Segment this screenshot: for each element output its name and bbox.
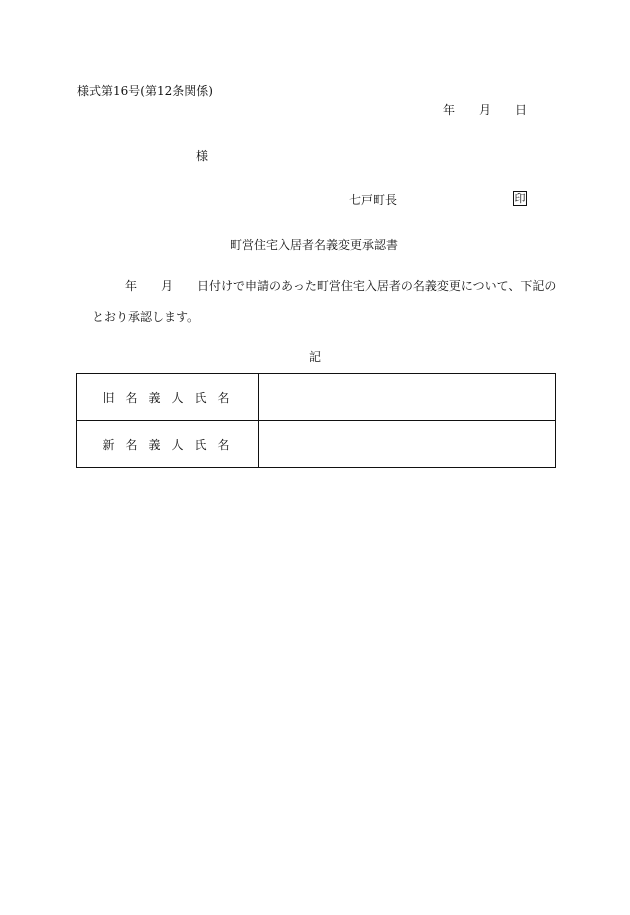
addressee-suffix: 様 bbox=[196, 149, 209, 163]
issuer-name: 七戸町長 bbox=[349, 193, 398, 207]
document-title: 町営住宅入居者名義変更承認書 bbox=[230, 238, 399, 252]
seal-stamp-box: 印 bbox=[514, 192, 526, 205]
date-month-label: 月 bbox=[479, 103, 492, 117]
date-line bbox=[443, 104, 527, 116]
body-month-label: 月 bbox=[161, 279, 174, 293]
body-line1-rest: 日付けで申請のあった町営住宅入居者の名義変更について、下記の bbox=[197, 279, 557, 293]
ki-heading: 記 bbox=[309, 350, 322, 364]
old-holder-label: 旧名義人氏名 bbox=[77, 374, 259, 421]
table-row-new-holder bbox=[77, 421, 556, 468]
date-year-label: 年 bbox=[443, 103, 456, 117]
form-number: 様式第16号(第12条関係) bbox=[77, 84, 213, 98]
name-change-table bbox=[76, 373, 556, 468]
body-text-line-1 bbox=[125, 280, 556, 292]
body-text-line-2: とおり承認します。 bbox=[92, 310, 200, 324]
new-holder-value-field[interactable] bbox=[259, 421, 556, 468]
new-holder-label: 新名義人氏名 bbox=[77, 421, 259, 468]
old-holder-value-field[interactable] bbox=[259, 374, 556, 421]
body-year-label: 年 bbox=[125, 279, 138, 293]
date-day-label: 日 bbox=[515, 103, 528, 117]
table-row-old-holder bbox=[77, 374, 556, 421]
